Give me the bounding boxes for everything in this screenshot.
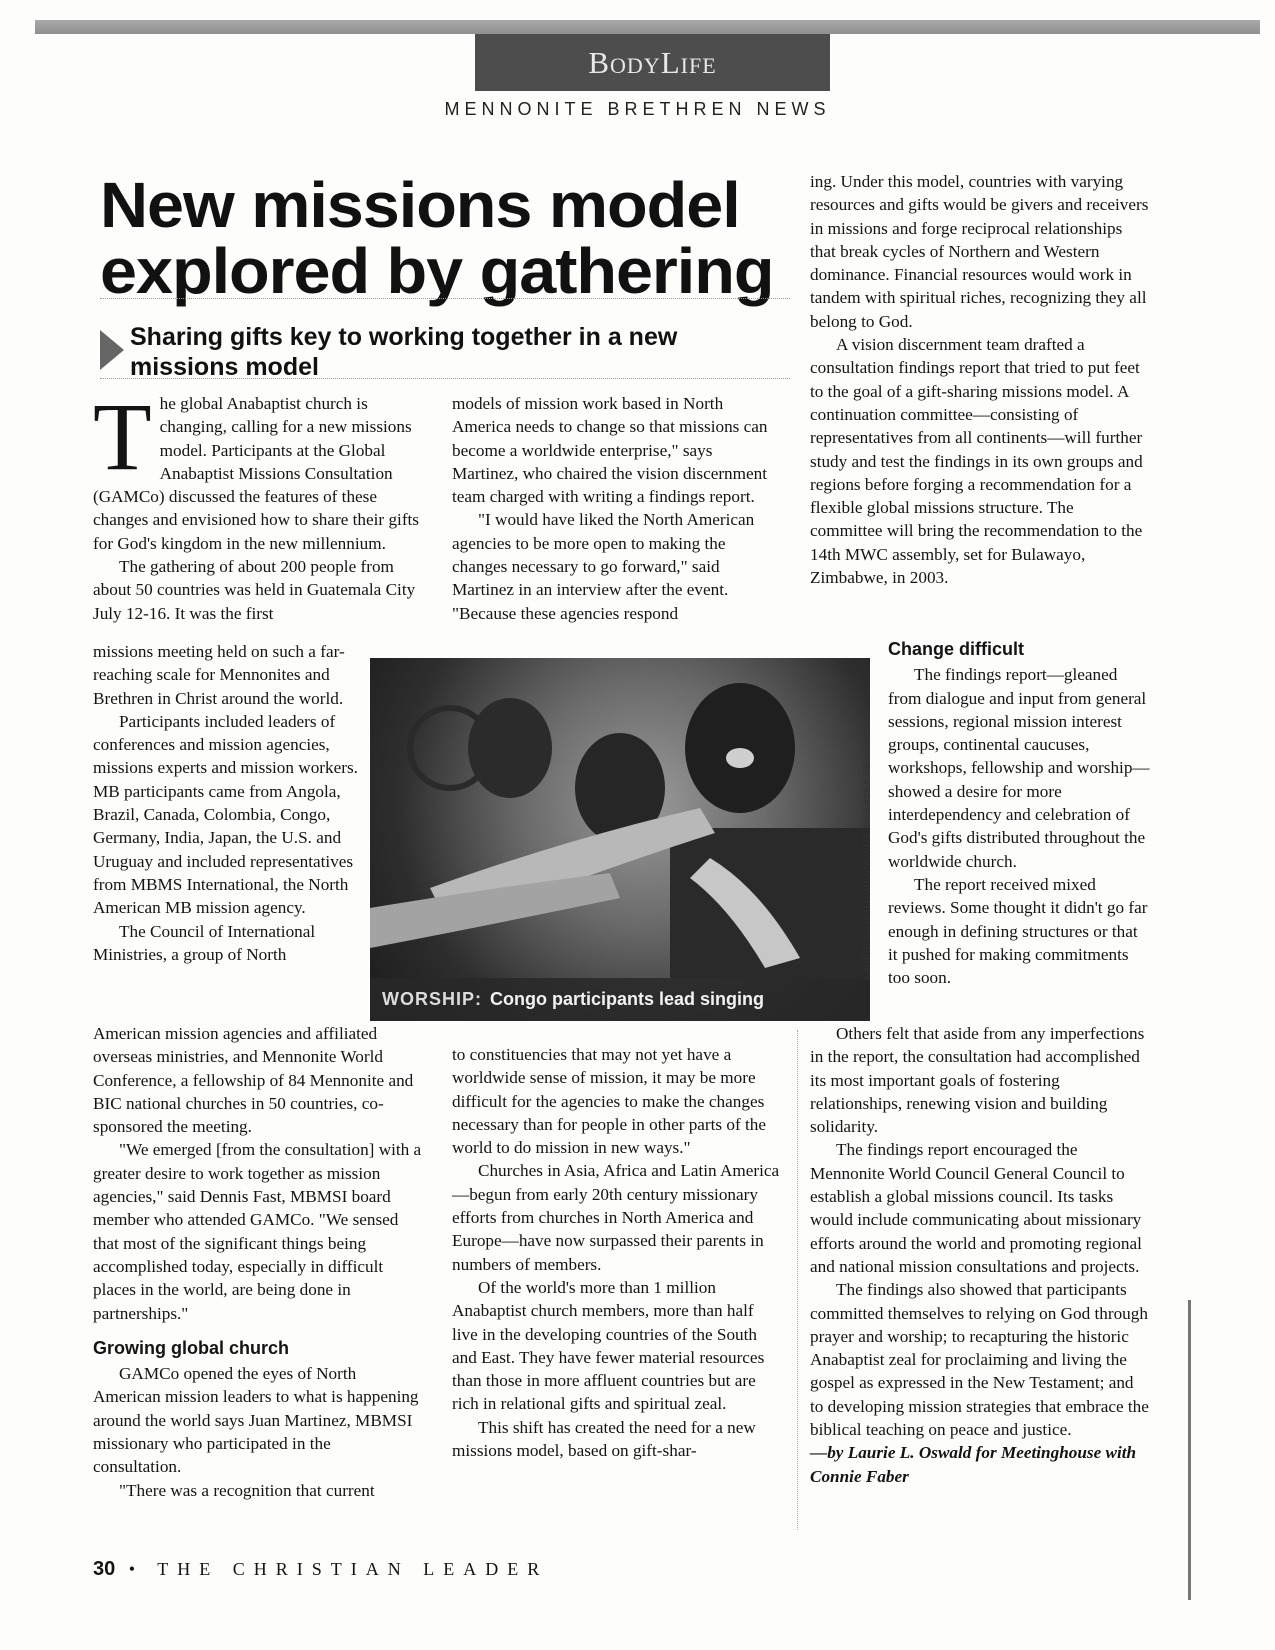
top-bar bbox=[35, 20, 1260, 34]
paragraph: to constituencies that may not yet have a worldwide sense of mission, it may be more difficult for the agencies to make the changes necessary than for people in other parts of the world to do mission in new ways." bbox=[452, 1045, 767, 1158]
paragraph: The findings also showed that participants committed themselves to relying on God through prayer and worship; to recapturing the historic Anabaptist zeal for proclaiming and living the gospel as expressed in the New Testament; and to developing mission strategies that embrace the biblical teaching on peace and justice. bbox=[810, 1280, 1149, 1440]
worship-photo bbox=[370, 658, 870, 1021]
article-column-3-bottom bbox=[810, 1022, 1150, 1488]
paragraph: GAMCo opened the eyes of North American mission leaders to what is happening around the world says Juan Martinez, MBMSI missionary who participated in the consultation. bbox=[93, 1364, 419, 1477]
paragraph: The gathering of about 200 people from about 50 countries was held in Guatemala City July 12-16. It was the first bbox=[93, 557, 416, 623]
article-column-1-bottom bbox=[93, 1022, 423, 1502]
article-column-3-top bbox=[810, 170, 1150, 589]
article-column-1-top bbox=[93, 383, 423, 625]
byline-text: —by Laurie L. Oswald for Meetinghouse with Connie Faber bbox=[810, 1443, 1137, 1486]
paragraph: Participants included leaders of conferences and mission agencies, missions experts and mission workers. MB participants came from Angola, Brazil, Canada, Colombia, Congo, Germany, India, Japan, the U.S. and Uruguay and included representatives from MBMS International, the North American MB mission agency. bbox=[93, 711, 358, 918]
caption-label: WORSHIP: bbox=[382, 989, 482, 1009]
article-column-3-middle bbox=[888, 638, 1150, 989]
article-column-1-middle bbox=[93, 640, 358, 966]
photo-illustration bbox=[370, 658, 870, 1021]
drop-cap: T bbox=[93, 383, 152, 490]
section-subtitle: MENNONITE BRETHREN NEWS bbox=[444, 99, 831, 119]
headline: New missions model explored by gathering bbox=[100, 169, 774, 307]
paragraph: Churches in Asia, Africa and Latin America—begun from early 20th century missionary efforts from churches in North America and Europe—have now surpassed their parents in numbers of members. bbox=[452, 1161, 780, 1274]
paragraph: A vision discernment team drafted a consultation findings report that tried to put feet to the goal of a gift-sharing missions model. A continuation committee—consisting of representatives from all continents—will further study and test the findings in its own groups and regions before forging a recommendation for a flexible global missions structure. The committee will bring the recommendation to the 14th MWC assembly, set for Bulawayo, Zimbabwe, in 2003. bbox=[810, 335, 1143, 588]
paragraph: ing. Under this model, countries with varying resources and gifts would be givers and receivers in missions and forge reciprocal relationships that break cycles of Northern and Western dominance. Financial resources would work in tandem with spiritual riches, recognizing they all belong to God. bbox=[810, 172, 1149, 331]
paragraph: The findings report encouraged the Mennonite World Council General Council to establish a global missions council. Its tasks would include communicating about missionary efforts around the world and promoting regional and national mission consultations and projects. bbox=[810, 1140, 1142, 1276]
subhead: Growing global church bbox=[93, 1337, 290, 1358]
paragraph: This shift has created the need for a new missions model, based on gift-shar- bbox=[452, 1417, 756, 1461]
caption-text: Congo participants lead singing bbox=[490, 989, 765, 1009]
paragraph: "We emerged [from the consultation] with a greater desire to work together as mission agencies," said Dennis Fast, MBMSI board member who attended GAMCo. "We sensed that most of the significant things being accomplished today, especially in difficult places in the world, are being done in partnerships." bbox=[93, 1140, 422, 1323]
mouth-shape bbox=[726, 748, 754, 768]
page-number: 30 bbox=[93, 1558, 116, 1580]
footer-bullet: • bbox=[128, 1559, 145, 1579]
paragraph: The Council of International Ministries, a group of North bbox=[93, 921, 316, 964]
deck: Sharing gifts key to working together in a new missions model bbox=[130, 323, 678, 381]
paragraph: American mission agencies and affiliated overseas ministries, and Mennonite World Conference, a fellowship of 84 Mennonite and BIC national churches in 50 countries, co-sponsored the meeting. bbox=[93, 1024, 414, 1137]
paragraph: The report received mixed reviews. Some thought it didn't go far enough in defining structures or that it pushed for making commitments too soon. bbox=[888, 874, 1148, 988]
publication-name: THE CHRISTIAN LEADER bbox=[157, 1559, 549, 1579]
divider bbox=[100, 298, 790, 299]
paragraph: The findings report—gleaned from dialogue and input from general sessions, regional mission interest groups, continental caucuses, workshops, fellowship and worship—showed a desire for more interdependency and celebration of God's gifts distributed throughout the worldwide church. bbox=[888, 665, 1150, 871]
arrow-icon bbox=[100, 330, 124, 370]
photo-caption bbox=[370, 978, 870, 1021]
paragraph: models of mission work based in North America needs to change so that missions can become a worldwide enterprise," says Martinez, who chaired the vision discernment team charged with writing a findings report. bbox=[452, 394, 768, 507]
subhead: Change difficult bbox=[888, 639, 1024, 659]
article-column-2-bottom bbox=[452, 1043, 782, 1462]
section-title: BodyLife bbox=[475, 34, 830, 91]
paragraph: he global Anabaptist church is changing, calling for a new missions model. Participants at the Global Anabaptist Missions Consultation (GAMCo) discussed the features of these changes and envisioned how to share their gifts for God's kingdom in the new millennium. bbox=[93, 394, 420, 553]
page-footer bbox=[93, 1558, 548, 1581]
paragraph: missions meeting held on such a far-reaching scale for Mennonites and Brethren in Christ around the world. bbox=[93, 642, 345, 708]
paragraph: "There was a recognition that current bbox=[119, 1480, 375, 1500]
column-divider bbox=[797, 1030, 798, 1530]
paragraph: Others felt that aside from any imperfections in the report, the consultation had accomplished its most important goals of fostering relationships, renewing vision and building solidarity. bbox=[810, 1024, 1145, 1137]
paragraph: Of the world's more than 1 million Anabaptist church members, more than half live in the developing countries of the South and East. They have fewer material resources than those in more affluent countries but are rich in relational gifts and spiritual zeal. bbox=[452, 1277, 765, 1414]
byline bbox=[810, 1441, 1150, 1488]
person-head bbox=[468, 698, 552, 798]
photo-credit: LAURIE OSWALD/MENNONITE WEEKLEY REVIEW bbox=[862, 734, 873, 980]
article-column-2-top bbox=[452, 392, 782, 625]
divider bbox=[100, 378, 790, 379]
paragraph: "I would have liked the North American agencies to be more open to making the changes necessary to go forward," said Martinez in an interview after the event. "Because these agencies respond bbox=[452, 510, 755, 623]
scan-edge bbox=[1188, 1300, 1191, 1600]
